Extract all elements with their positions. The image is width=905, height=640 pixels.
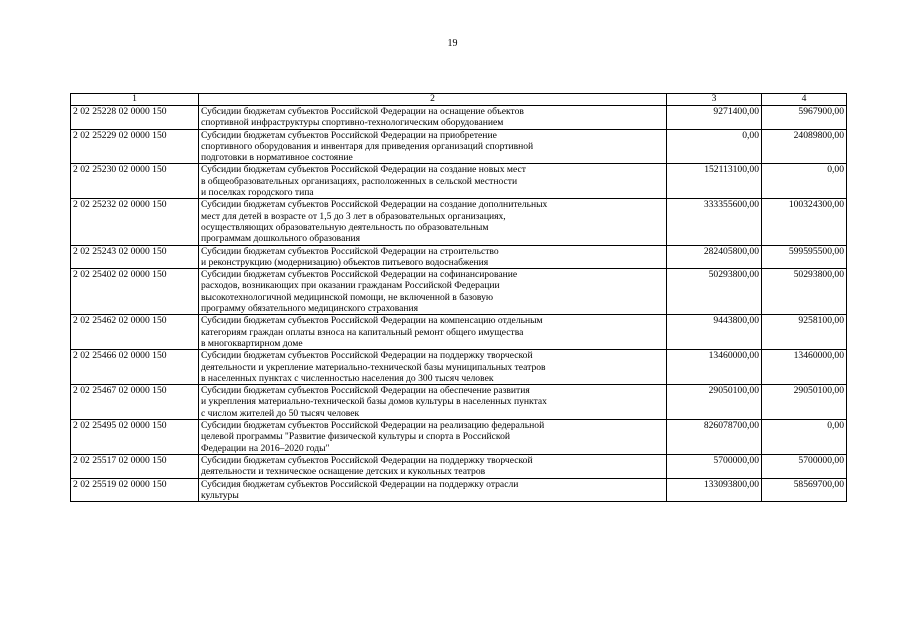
budget-code: 2 02 25229 02 0000 150 xyxy=(71,129,199,164)
table-row xyxy=(71,245,847,269)
header-col-1: 1 xyxy=(71,94,199,106)
table-row xyxy=(71,269,847,315)
table-header-row xyxy=(71,94,847,106)
amount-col-4: 13460000,00 xyxy=(762,350,847,385)
budget-code: 2 02 25230 02 0000 150 xyxy=(71,164,199,199)
amount-col-4: 5700000,00 xyxy=(762,454,847,478)
amount-col-3: 29050100,00 xyxy=(667,385,762,420)
budget-code: 2 02 25402 02 0000 150 xyxy=(71,269,199,315)
amount-col-3: 282405800,00 xyxy=(667,245,762,269)
amount-col-3: 9443800,00 xyxy=(667,315,762,350)
budget-code: 2 02 25495 02 0000 150 xyxy=(71,420,199,455)
subsidy-name: Субсидии бюджетам субъектов Российской Федерации на поддержку творческой деятельности и укрепление материально-технической базы муниципальных театров в населенных пунктах с численностью населения до 300 тысяч человек xyxy=(199,350,667,385)
amount-col-3: 5700000,00 xyxy=(667,454,762,478)
table-row xyxy=(71,454,847,478)
budget-code: 2 02 25462 02 0000 150 xyxy=(71,315,199,350)
table-row xyxy=(71,350,847,385)
subsidy-name: Субсидии бюджетам субъектов Российской Федерации на создание дополнительных мест для детей в возрасте от 1,5 до 3 лет в образовательных организациях, осуществляющих образовательную деятельность по образовательным программам дошкольного образования xyxy=(199,199,667,245)
amount-col-3: 50293800,00 xyxy=(667,269,762,315)
amount-col-3: 0,00 xyxy=(667,129,762,164)
table-row xyxy=(71,420,847,455)
amount-col-3: 9271400,00 xyxy=(667,106,762,130)
subsidy-name: Субсидии бюджетам субъектов Российской Федерации на оснащение объектов спортивной инфраструктуры спортивно-технологическим оборудованием xyxy=(199,106,667,130)
budget-table xyxy=(70,93,847,502)
budget-code: 2 02 25517 02 0000 150 xyxy=(71,454,199,478)
amount-col-4: 5967900,00 xyxy=(762,106,847,130)
amount-col-3: 152113100,00 xyxy=(667,164,762,199)
budget-code: 2 02 25228 02 0000 150 xyxy=(71,106,199,130)
amount-col-4: 58569700,00 xyxy=(762,478,847,502)
amount-col-4: 24089800,00 xyxy=(762,129,847,164)
amount-col-3: 333355600,00 xyxy=(667,199,762,245)
amount-col-4: 100324300,00 xyxy=(762,199,847,245)
subsidy-name: Субсидия бюджетам субъектов Российской Федерации на поддержку отрасли культуры xyxy=(199,478,667,502)
table-row xyxy=(71,106,847,130)
amount-col-3: 13460000,00 xyxy=(667,350,762,385)
amount-col-3: 826078700,00 xyxy=(667,420,762,455)
subsidy-name: Субсидии бюджетам субъектов Российской Федерации на компенсацию отдельным категориям граждан оплаты взноса на капитальный ремонт общего имущества в многоквартирном доме xyxy=(199,315,667,350)
table-row xyxy=(71,164,847,199)
subsidy-name: Субсидии бюджетам субъектов Российской Федерации на поддержку творческой деятельности и техническое оснащение детских и кукольных театров xyxy=(199,454,667,478)
header-col-3: 3 xyxy=(667,94,762,106)
budget-code: 2 02 25232 02 0000 150 xyxy=(71,199,199,245)
amount-col-4: 50293800,00 xyxy=(762,269,847,315)
budget-code: 2 02 25519 02 0000 150 xyxy=(71,478,199,502)
subsidy-name: Субсидии бюджетам субъектов Российской Федерации на создание новых мест в общеобразовательных организациях, расположенных в сельской местности и поселках городского типа xyxy=(199,164,667,199)
header-col-2: 2 xyxy=(199,94,667,106)
budget-code: 2 02 25466 02 0000 150 xyxy=(71,350,199,385)
table-row xyxy=(71,315,847,350)
table-row xyxy=(71,129,847,164)
subsidy-name: Субсидии бюджетам субъектов Российской Федерации на реализацию федеральной целевой программы "Развитие физической культуры и спорта в Российской Федерации на 2016–2020 годы" xyxy=(199,420,667,455)
subsidy-name: Субсидии бюджетам субъектов Российской Федерации на строительство и реконструкцию (модернизацию) объектов питьевого водоснабжения xyxy=(199,245,667,269)
amount-col-4: 599595500,00 xyxy=(762,245,847,269)
budget-code: 2 02 25467 02 0000 150 xyxy=(71,385,199,420)
table-row xyxy=(71,385,847,420)
subsidy-name: Субсидии бюджетам субъектов Российской Федерации на приобретение спортивного оборудования и инвентаря для приведения организаций спортивной подготовки в нормативное состояние xyxy=(199,129,667,164)
amount-col-3: 133093800,00 xyxy=(667,478,762,502)
budget-code: 2 02 25243 02 0000 150 xyxy=(71,245,199,269)
subsidy-name: Субсидии бюджетам субъектов Российской Федерации на обеспечение развития и укрепления материально-технической базы домов культуры в населенных пунктах с числом жителей до 50 тысяч человек xyxy=(199,385,667,420)
amount-col-4: 9258100,00 xyxy=(762,315,847,350)
header-col-4: 4 xyxy=(762,94,847,106)
amount-col-4: 0,00 xyxy=(762,420,847,455)
table-row xyxy=(71,199,847,245)
amount-col-4: 0,00 xyxy=(762,164,847,199)
table-row xyxy=(71,478,847,502)
amount-col-4: 29050100,00 xyxy=(762,385,847,420)
subsidy-name: Субсидии бюджетам субъектов Российской Федерации на софинансирование расходов, возникающих при оказании гражданам Российской Федерации высокотехнологичной медицинской помощи, не включенной в базовую программу обязательного медицинского страхования xyxy=(199,269,667,315)
page-number: 19 xyxy=(447,38,458,49)
